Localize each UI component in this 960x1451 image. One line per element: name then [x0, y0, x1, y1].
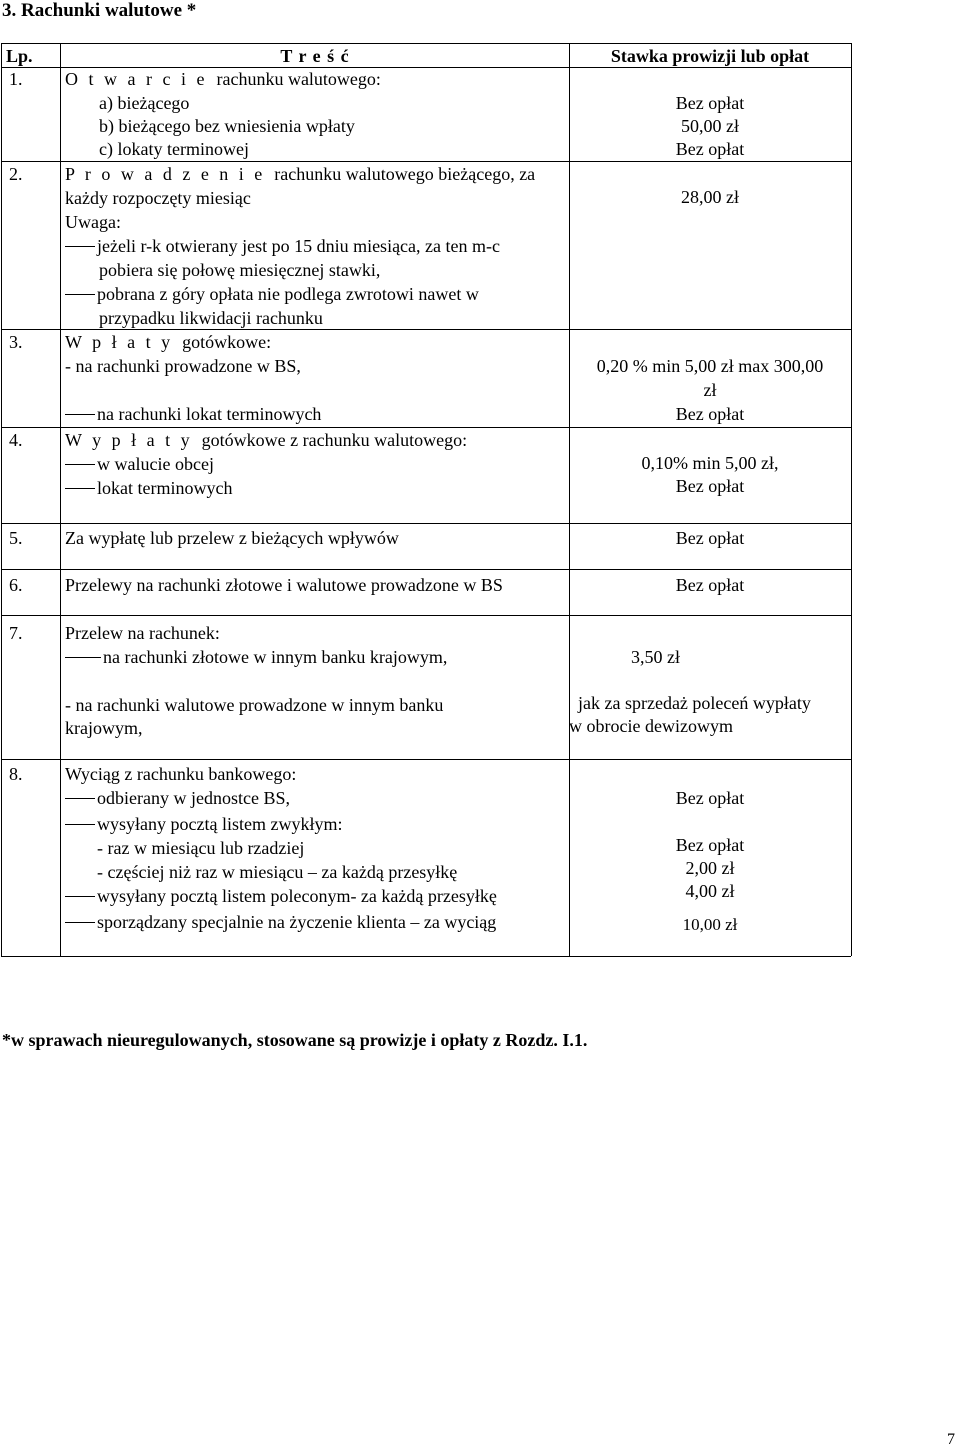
list-item: na rachunki złotowe w innym banku krajowym,: [65, 646, 447, 668]
table-border-top: [1, 43, 851, 44]
section-title: 3. Rachunki walutowe *: [2, 0, 197, 21]
fee-value: 4,00 zł: [685, 881, 735, 901]
row-title-rest: rachunku walutowego bieżącego, za: [274, 164, 536, 184]
list-item: - częściej niż raz w miesiącu – za każdą przesyłkę: [97, 862, 458, 882]
fee-value: Bez opłat: [675, 404, 745, 424]
list-item: sporządzany specjalnie na życzenie klienta – za wyciąg: [65, 911, 496, 933]
footnote: *w sprawach nieuregulowanych, stosowane są prowizje i opłaty z Rozdz. I.1.: [2, 1030, 588, 1050]
list-item: jeżeli r-k otwierany jest po 15 dniu miesiąca, za ten m-c: [65, 235, 500, 257]
list-item: b) bieżącego bez wniesienia wpłaty: [99, 116, 355, 136]
fee-value: 0,20 % min 5,00 zł max 300,00: [596, 356, 824, 376]
row-number: 2.: [9, 164, 23, 184]
row-number: 4.: [9, 430, 23, 450]
list-item: lokat terminowych: [65, 477, 232, 499]
fee-value: 2,00 zł: [685, 858, 735, 878]
header-tresc: T r e ś ć: [280, 46, 350, 66]
row-divider: [1, 523, 851, 524]
row-number: 3.: [9, 332, 23, 352]
row-text: każdy rozpoczęty miesiąc: [65, 188, 251, 208]
list-item: wysyłany pocztą listem zwykłym:: [65, 813, 342, 835]
page-number: 7: [947, 1431, 955, 1448]
row-title-spaced: W y p ł a t y: [65, 430, 193, 450]
fee-value: Bez opłat: [675, 93, 745, 113]
list-item: c) lokaty terminowej: [99, 139, 249, 159]
fee-value: zł: [703, 380, 717, 400]
row-divider: [1, 161, 851, 162]
row-number: 1.: [9, 69, 23, 89]
column-divider: [569, 43, 570, 956]
list-item: na rachunki lokat terminowych: [65, 403, 321, 425]
row-number: 6.: [9, 575, 23, 595]
row-text: Za wypłatę lub przelew z bieżących wpływów: [65, 528, 399, 548]
fee-value: Bez opłat: [675, 528, 745, 548]
list-item: wysyłany pocztą listem poleconym- za każdą przesyłkę: [65, 885, 497, 907]
fee-value: Bez opłat: [675, 139, 745, 159]
column-divider: [60, 43, 61, 956]
row-title-rest: gotówkowe:: [182, 332, 272, 352]
row-text: Przelewy na rachunki złotowe i walutowe prowadzone w BS: [65, 575, 503, 595]
row-number: 5.: [9, 528, 23, 548]
fee-value: Bez opłat: [675, 788, 745, 808]
table-border-bottom: [1, 956, 851, 957]
fee-value: 0,10% min 5,00 zł,: [641, 453, 779, 473]
fee-value: 10,00 zł: [682, 915, 738, 934]
fee-value: Bez opłat: [675, 835, 745, 855]
row-title: Przelew na rachunek:: [65, 623, 220, 643]
row-divider: [1, 615, 851, 616]
row-title-rest: gotówkowe z rachunku walutowego:: [201, 430, 468, 450]
list-item-cont: przypadku likwidacji rachunku: [99, 308, 323, 328]
fee-value: Bez opłat: [675, 476, 745, 496]
fee-value: 50,00 zł: [681, 116, 739, 136]
header-stawka: Stawka prowizji lub opłat: [610, 46, 810, 66]
row-title-spaced: O t w a r c i e: [65, 69, 208, 89]
header-lp: Lp.: [6, 46, 33, 66]
fee-value: w obrocie dewizowym: [569, 716, 733, 736]
list-item-cont: krajowym,: [65, 718, 143, 738]
row-divider: [1, 427, 851, 428]
list-item: w walucie obcej: [65, 453, 214, 475]
row-title-spaced: P r o w a d z e n i e: [65, 164, 266, 184]
row-title: Wyciąg z rachunku bankowego:: [65, 764, 297, 784]
row-divider: [1, 759, 851, 760]
note-label: Uwaga:: [65, 212, 121, 232]
list-item: - na rachunki prowadzone w BS,: [65, 356, 301, 376]
list-item: odbierany w jednostce BS,: [65, 787, 290, 809]
row-title: [65, 68, 381, 90]
list-item: pobrana z góry opłata nie podlega zwrotowi nawet w: [65, 283, 479, 305]
row-divider: [1, 329, 851, 330]
fee-value: 3,50 zł: [631, 647, 680, 667]
fee-value: Bez opłat: [675, 575, 745, 595]
list-item: a) bieżącego: [99, 93, 190, 113]
fee-value: 28,00 zł: [681, 187, 739, 207]
row-title: [65, 163, 535, 185]
list-item-cont: pobiera się połowę miesięcznej stawki,: [99, 260, 381, 280]
list-item: - raz w miesiącu lub rzadziej: [97, 838, 305, 858]
fee-value: jak za sprzedaż poleceń wypłaty: [578, 693, 811, 713]
row-number: 7.: [9, 623, 23, 643]
row-number: 8.: [9, 764, 23, 784]
row-title: [65, 429, 467, 451]
row-title-spaced: W p ł a t y: [65, 332, 174, 352]
row-title: [65, 331, 271, 353]
table-border-right: [851, 43, 852, 956]
list-item: - na rachunki walutowe prowadzone w innym banku: [65, 695, 444, 715]
row-divider: [1, 569, 851, 570]
table-border-left: [1, 43, 2, 956]
row-title-rest: rachunku walutowego:: [216, 69, 381, 89]
